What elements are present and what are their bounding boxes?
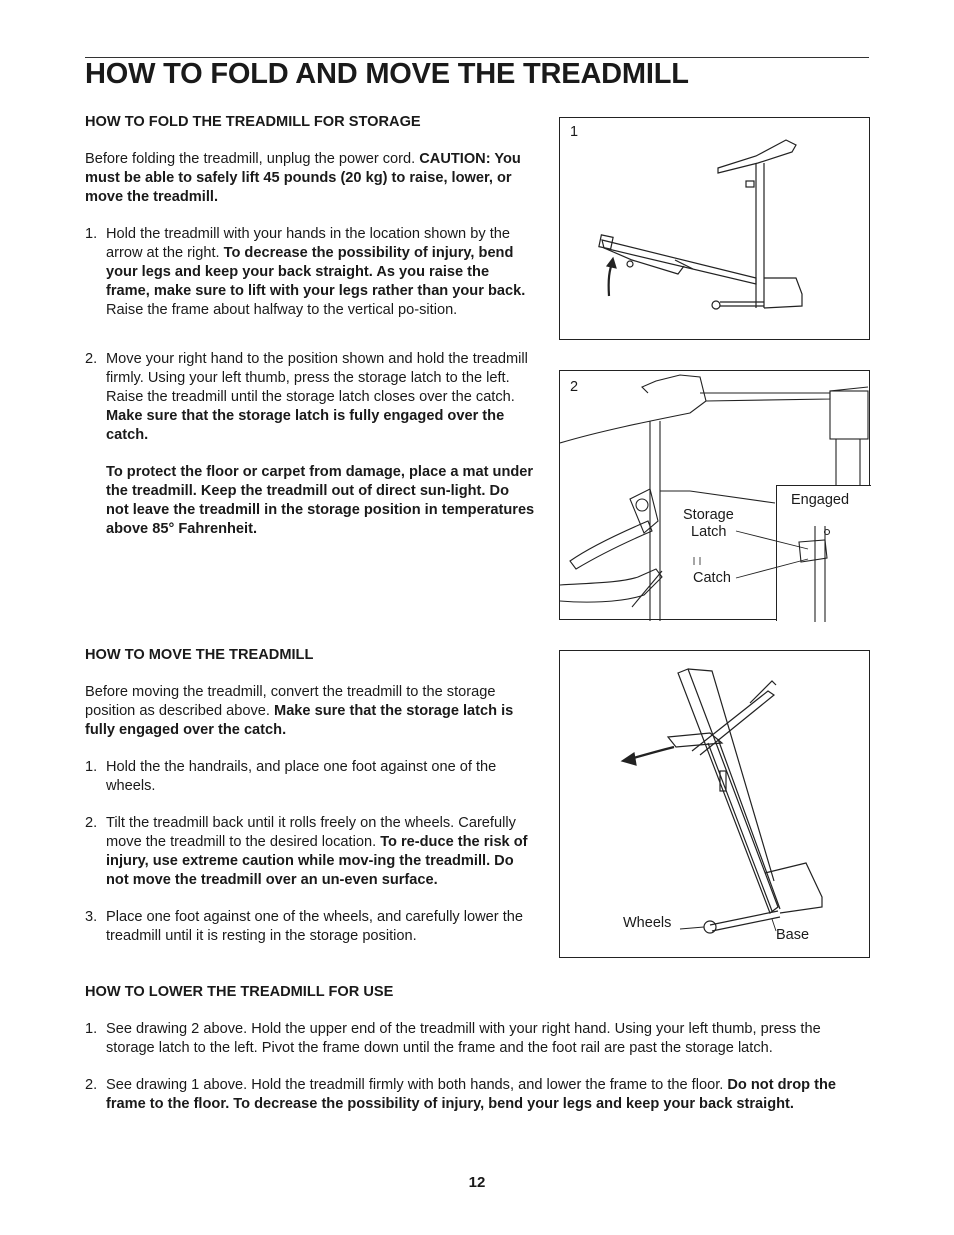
move-step-3 xyxy=(85,908,535,946)
fold-step-2 xyxy=(85,350,535,539)
move-step-3-text: Place one foot against one of the wheels, and carefully lower the treadmill until it is resting in the storage position. xyxy=(106,909,523,944)
fold-step-2-note: To protect the floor or carpet from damage, place a mat under the treadmill. Keep the treadmill out of direct sun-light. Do not leave the treadmill in the storage position in temperatures above 85° Fahrenheit. xyxy=(106,464,535,537)
lower-step-2-warning: Do not drop the frame to the floor. To decrease the possibility of injury, bend your legs and keep your back straight. xyxy=(106,1077,836,1112)
engaged-inset xyxy=(776,485,871,621)
figure-2-storage-latch xyxy=(559,370,870,620)
figure-3-move-treadmill xyxy=(559,650,870,958)
label-catch: Catch xyxy=(693,570,731,586)
lower-step-2 xyxy=(85,1076,870,1114)
lower-heading: HOW TO LOWER THE TREADMILL FOR USE xyxy=(85,984,394,1000)
move-step-1 xyxy=(85,758,535,796)
fold-intro xyxy=(85,150,535,207)
move-intro-warning: Make sure that the storage latch is fully engaged over the catch. xyxy=(85,703,514,738)
lower-step-1-text: See drawing 2 above. Hold the upper end of the treadmill with your right hand. Using your left thumb, press the storage latch to the left. Pivot the frame down until the frame and the foot rail are past the storage latch. xyxy=(106,1021,821,1056)
fold-section xyxy=(85,113,535,539)
move-intro-text: Before moving the treadmill, convert the treadmill to the storage position as described above. xyxy=(85,684,496,719)
step-number: 2. xyxy=(85,1077,98,1093)
step-number: 3. xyxy=(85,909,98,925)
figure-1-number: 1 xyxy=(570,124,579,140)
fold-step-2-warning: Make sure that the storage latch is fully engaged over the catch. xyxy=(106,408,505,443)
fold-step-2-text: Move your right hand to the position shown and hold the treadmill firmly. Using your left thumb, press the storage latch to the left. Raise the treadmill until the storage latch closes over the catch. xyxy=(106,351,528,405)
move-step-2-warning: To re-duce the risk of injury, use extreme caution while mov-ing the treadmill. Do not move the treadmill over an un-even surface. xyxy=(106,834,528,888)
move-step-2 xyxy=(85,814,535,890)
step-number: 1. xyxy=(85,1021,98,1037)
fold-step-1-text-end: Raise the frame about halfway to the vertical po-sition. xyxy=(106,302,458,318)
page-title: HOW TO FOLD AND MOVE THE TREADMILL xyxy=(85,58,689,90)
lower-step-2-text: See drawing 1 above. Hold the treadmill firmly with both hands, and lower the frame to the floor. xyxy=(106,1077,728,1093)
move-step-1-text: Hold the the handrails, and place one foot against one of the wheels. xyxy=(106,759,497,794)
step-number: 2. xyxy=(85,351,98,367)
fold-step-1 xyxy=(85,225,535,320)
page-number: 12 xyxy=(468,1174,486,1191)
treadmill-raise-illustration xyxy=(560,118,871,341)
lower-section xyxy=(85,983,870,1114)
treadmill-move-illustration xyxy=(560,651,871,959)
figure-2-number: 2 xyxy=(570,379,579,395)
label-latch: Latch xyxy=(691,524,727,540)
fold-caution: CAUTION: You must be able to safely lift 45 pounds (20 kg) to raise, lower, or move the treadmill. xyxy=(85,151,521,205)
move-step-2-text: Tilt the treadmill back until it rolls freely on the wheels. Carefully move the treadmill to the desired location. xyxy=(106,815,516,850)
move-heading: HOW TO MOVE THE TREADMILL xyxy=(85,647,314,663)
label-wheels: Wheels xyxy=(623,915,672,931)
label-base: Base xyxy=(776,927,810,943)
step-number: 2. xyxy=(85,815,98,831)
label-engaged: Engaged xyxy=(791,492,850,508)
step-number: 1. xyxy=(85,759,98,775)
move-intro xyxy=(85,683,535,740)
fold-intro-text: Before folding the treadmill, unplug the power cord. xyxy=(85,151,420,167)
move-section xyxy=(85,646,535,946)
label-storage: Storage xyxy=(683,507,734,523)
fold-heading: HOW TO FOLD THE TREADMILL FOR STORAGE xyxy=(85,114,421,130)
fold-step-1-warning: To decrease the possibility of injury, bend your legs and keep your back straight. As you raise the frame, make sure to lift with your legs rather than your back. xyxy=(106,245,526,299)
lower-step-1 xyxy=(85,1020,870,1058)
figure-1-raise-frame xyxy=(559,117,870,340)
step-number: 1. xyxy=(85,226,98,242)
fold-step-1-text: Hold the treadmill with your hands in the location shown by the arrow at the right. xyxy=(106,226,510,261)
